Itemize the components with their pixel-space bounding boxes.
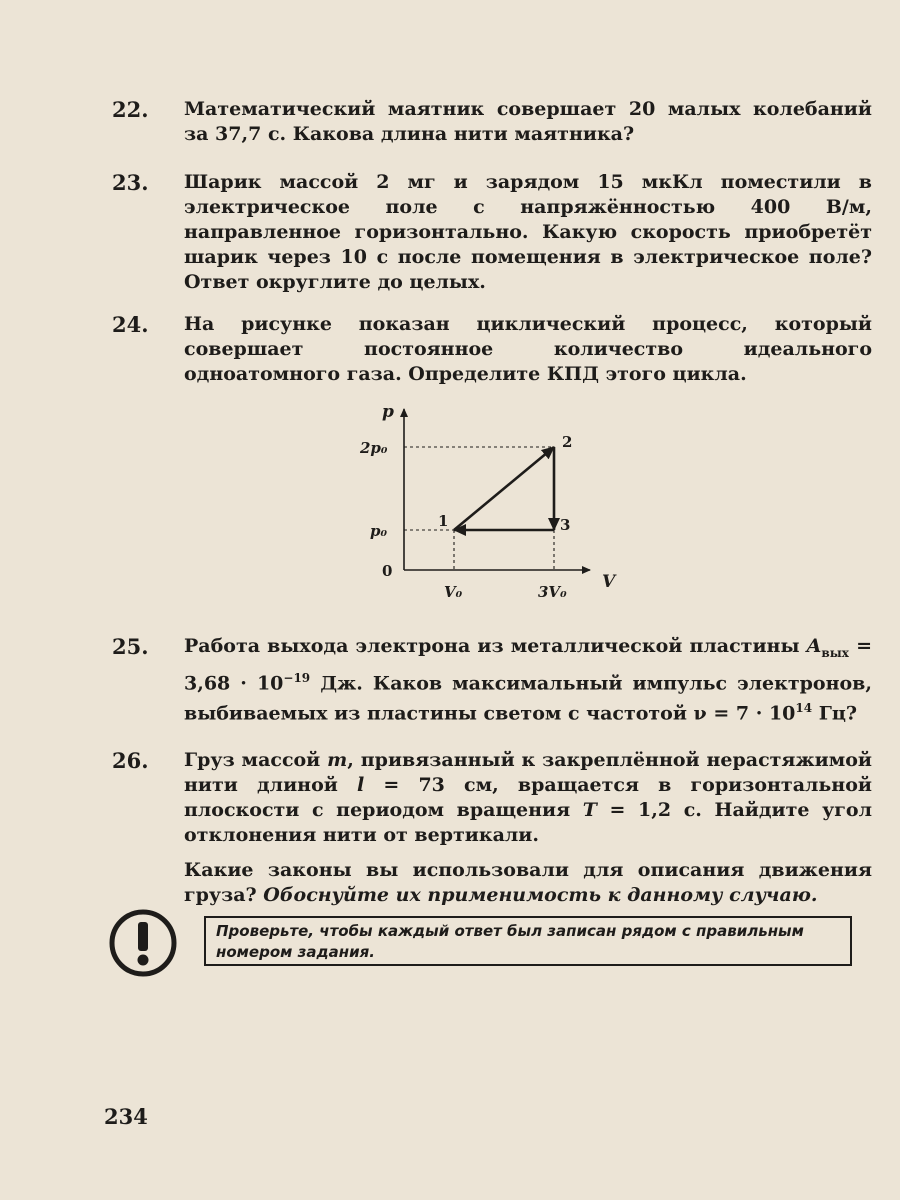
problem-26-question [184, 858, 872, 908]
notice-box [112, 908, 864, 978]
problem-text [184, 312, 872, 387]
text-segment: = 3,68 · 10 [184, 635, 872, 695]
tick-3v0: 3V₀ [538, 583, 567, 601]
problem-text [184, 748, 872, 908]
problem-26-text [184, 748, 872, 848]
pv-cycle-diagram [340, 395, 630, 610]
period-symbol: T [582, 799, 597, 821]
exclamation-icon [108, 908, 178, 978]
problem-text [184, 634, 872, 726]
problem-text [184, 97, 872, 147]
point-1-label: 1 [438, 512, 449, 530]
tick-v0: V₀ [444, 583, 463, 601]
process-1-2 [454, 447, 554, 530]
notice-text: Проверьте, чтобы каждый ответ был записан рядом с правильным номером задания. [204, 916, 852, 966]
text-segment: Работа выхода электрона из металлической пластины [184, 635, 807, 657]
work-subscript: вых [821, 645, 849, 660]
text-segment: Гц? [812, 702, 857, 725]
text-segment: , привязанный к закреплённой нерастяжимой нити длиной [184, 749, 873, 796]
text-segment: Груз массой [184, 749, 328, 771]
problem-number: 24. [112, 312, 149, 337]
problem-number: 23. [112, 170, 149, 195]
text-segment: Дж. Каков максимальный импульс электронов, выбиваемых из пластины светом с частотой ν = 7 · 10 [184, 672, 872, 725]
problem-25 [112, 634, 872, 726]
problem-number: 25. [112, 634, 149, 659]
work-symbol: A [806, 635, 822, 657]
problem-23-text: Шарик массой 2 мг и зарядом 15 мкКл поместили в электрическое поле с напряжённостью 400 В/м, направленное горизонтально. Какую скорость приобретёт шарик через 10 с после помещения в электрическое поле? Ответ округлите до целых. [184, 171, 872, 293]
problem-text [184, 170, 872, 295]
text-segment: = 1,2 с. Найдите угол отклонения нити от вертикали. [184, 799, 872, 846]
v-axis-label: V [602, 572, 616, 592]
problem-22-text: Математический маятник совершает 20 малых колебаний за 37,7 с. Какова длина нити маятника? [184, 98, 872, 145]
problem-24-text: На рисунке показан циклический процесс, который совершает постоянное количество идеального одноатомного газа. Определите КПД этого цикла. [184, 313, 872, 385]
p-axis-label: p [382, 402, 394, 422]
text-segment: Какие законы вы использовали для описания движения груза? [184, 859, 872, 906]
problem-26 [112, 748, 872, 908]
tick-p0: p₀ [370, 522, 388, 540]
problem-23 [112, 170, 872, 295]
problem-22 [112, 97, 872, 147]
problem-24 [112, 312, 872, 387]
text-segment: = 73 см, вращается в горизонтальной плоскости с периодом вращения [184, 774, 872, 821]
page-number: 234 [104, 1104, 148, 1129]
length-symbol: l [357, 774, 365, 796]
exponent: −19 [283, 670, 311, 685]
text-segment-italic: Обоснуйте их применимость к данному случаю. [263, 884, 818, 906]
point-3-label: 3 [560, 516, 571, 534]
tick-2p0: 2p₀ [360, 439, 388, 457]
origin-label: 0 [382, 562, 393, 580]
exponent: 14 [795, 701, 813, 716]
mass-symbol: m [327, 749, 348, 771]
point-2-label: 2 [562, 433, 573, 451]
problem-number: 26. [112, 748, 149, 773]
problem-number: 22. [112, 97, 149, 122]
problem-25-text [184, 634, 872, 726]
